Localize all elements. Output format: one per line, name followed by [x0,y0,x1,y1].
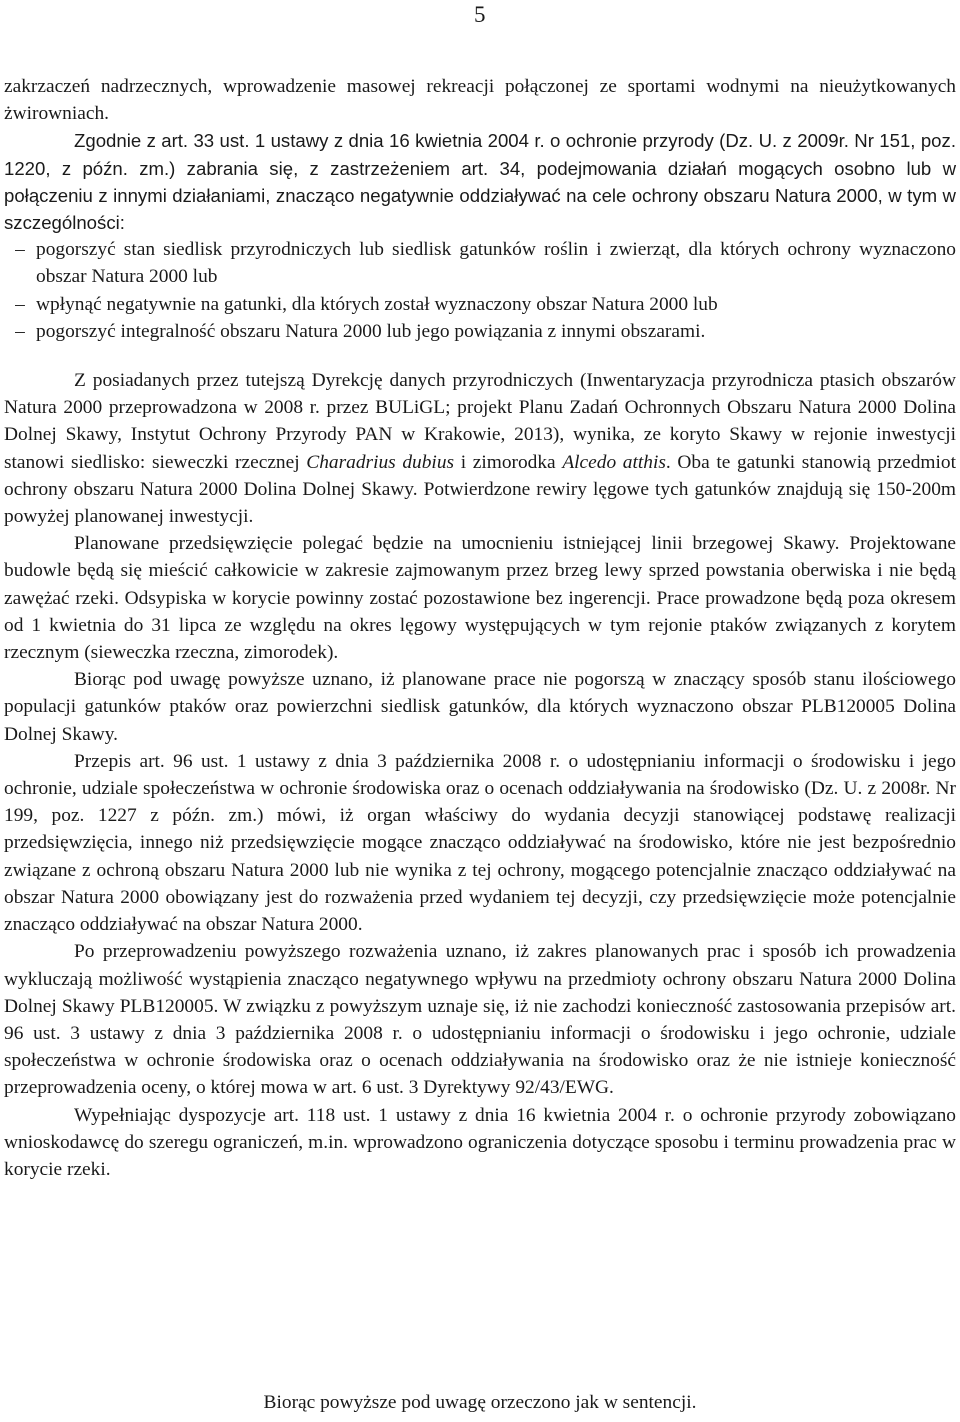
conclusion-line: Biorąc powyższe pod uwagę orzeczono jak w sentencji. [263,1392,697,1413]
species-name: Charadrius dubius [306,451,455,473]
species-name: Alcedo atthis [562,451,666,473]
survey-text-part: i zimorodka [454,451,563,473]
document-body [4,73,956,1183]
paragraph-art96: Przepis art. 96 ust. 1 ustawy z dnia 3 października 2008 r. o udostępnianiu informacji o środowisku i jego ochronie, udziale społeczeństwa w ochronie środowiska oraz o ocenach oddziaływania na środowisko (Dz. U. z 2008r. Nr 199, poz. 1227 z późn. zm.) mówi, iż organ właściwy do wydania decyzji stanowiącej podstawę realizacji przedsięwzięcia, innego niż przedsięwzięcie mogące znacząco oddziaływać na środowisko, które nie jest bezpośrednio związane z ochroną obszaru Natura 2000 lub nie wynika z tej ochrony, mogącego potencjalnie znacząco oddziaływać na obszar Natura 2000 obowiązany jest do rozważenia przed wydaniem tej decyzji, czy przedsięwzięcie może potencjalnie znacząco oddziaływać na obszar Natura 2000. [4,750,956,936]
list-item: – pogorszyć stan siedlisk przyrodniczych lub siedlisk gatunków roślin i zwierząt, dla których ochrony wyznaczono obszar Natura 2000 lub [4,236,956,290]
survey-text-part: Z posiadanych przez tutejszą Dyrekcję danych przyrodniczych (Inwentaryzacja przyrodnicza ptasich obszarów Natura 2000 przeprowadzona w 2008 r. przez BULiGL; projekt Planu Zadań Ochronnych Obszaru Natura 2000 Dolina Dolnej Skawy, Instytut Ochrony Przyrody PAN w Krakowie, 2013), wynika, ze koryto Skawy w rejonie inwestycji stanowi siedlisko: sieweczki rzecznej [4,370,956,473]
paragraph-intro-continuation: zakrzaczeń nadrzecznych, wprowadzenie masowej rekreacji połączonej ze sportami wodnymi na nieużytkowanych żwirowniach. [4,76,956,125]
prohibited-effects-list [4,236,956,345]
list-item: – pogorszyć integralność obszaru Natura 2000 lub jego powiązania z innymi obszarami. [4,318,956,345]
survey-text-part: . Oba te gatunki stanowią przedmiot ochrony obszaru Natura 2000 Dolina Dolnej Skawy. Potwierdzone rewiry lęgowe tych gatunków znajdują się 150-200m powyżej planowanej inwestycji. [4,451,956,528]
paragraph-consideration: Po przeprowadzeniu powyższego rozważenia uznano, iż zakres planowanych prac i sposób ich prowadzenia wykluczają możliwość wystąpienia znacząco negatywnego wpływu na przedmioty ochrony obszaru Natura 2000 Dolina Dolnej Skawy PLB120005. W związku z powyższym uznaje się, iż nie zachodzi konieczność zastosowania przepisów art. 96 ust. 3 ustawy z dnia 3 października 2008 r. o udostępnianiu informacji o środowisku i jego ochronie, udziale społeczeństwa w ochronie środowiska oraz o ocenach oddziaływania na środowisko oraz że nie istnieje konieczność przeprowadzenia oceny, o której mowa w art. 6 ust. 3 Dyrektywy 92/43/EWG. [4,941,956,1099]
list-item: – wpłynąć negatywnie na gatunki, dla których został wyznaczony obszar Natura 2000 lub [4,291,956,318]
paragraph-art118: Wypełniając dyspozycje art. 118 ust. 1 ustawy z dnia 16 kwietnia 2004 r. o ochronie przyrody zobowiązano wnioskodawcę do szeregu ograniczeń, m.in. wprowadzono ograniczenia dotyczące sposobu i terminu prowadzenia prac w korycie rzeki. [4,1104,956,1180]
paragraph-art33: Zgodnie z art. 33 ust. 1 ustawy z dnia 16 kwietnia 2004 r. o ochronie przyrody (Dz. U. z 2009r. Nr 151, poz. 1220, z późn. zm.) zabrania się, z zastrzeżeniem art. 34, podejmowania działań mogących osobno lub w połączeniu z innymi działaniami, znacząco negatywnie oddziaływać na cele ochrony obszaru Natura 2000, w tym w szczególności: [4,130,956,234]
page-number: 5 [474,2,486,27]
paragraph-planned-works: Planowane przedsięwzięcie polegać będzie na umocnieniu istniejącej linii brzegowej Skawy. Projektowane budowle będą się mieścić całkowicie w zakresie zajmowanym przez brzeg lewy sprzed powstania oberwiska i nie będą zawężać rzeki. Odsypiska w korycie powinny zostać pozostawione bez ingerencji. Prace prowadzone będą poza okresem od 1 kwietnia do 31 lipca ze względu na okres lęgowy występujących w tym rejonie ptaków związanych z korytem rzecznym (sieweczka rzeczna, zimorodek). [4,533,956,664]
paragraph-survey-data [4,367,956,530]
paragraph-gap [4,345,956,367]
paragraph-assessment: Biorąc pod uwagę powyższe uznano, iż planowane prace nie pogorszą w znaczący sposób stanu ilościowego populacji gatunków ptaków oraz powierzchni siedlisk gatunków, dla których wyznaczono obszar PLB120005 Dolina Dolnej Skawy. [4,669,956,745]
